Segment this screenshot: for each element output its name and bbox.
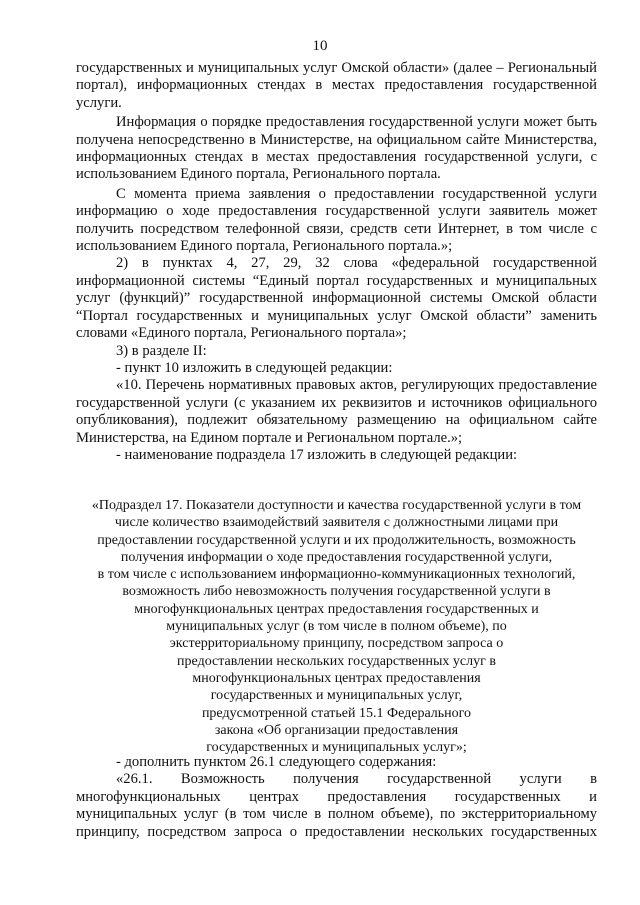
document-body [76,60,597,464]
subsection-line: закона «Об организации предоставления [214,722,459,738]
page-number: 10 [312,38,328,54]
paragraph-point-26-1-intro: - дополнить пунктом 26.1 следующего содержания: [116,754,437,770]
subsection-line: «Подраздел 17. Показатели доступности и качества государственной услуги в том [91,498,582,513]
subsection-line: числе количество взаимодействий заявителя с должностными лицами при [114,515,559,531]
paragraph-subsection-17-intro: - наименование подраздела 17 изложить в следующей редакции: [116,446,518,463]
document-tail [76,754,597,841]
paragraph-point-26-1: «26.1. Возможность получения государственной услуги в многофункциональных центрах предоставления государственных и муниципальных услуг (в том числе в полном объеме), по экстерриториальному принципу, посредством запроса о предоставлении нескольких государственных [76,771,597,840]
subsection-line: предоставлении государственной услуги и их продолжительность, возможность [97,532,576,548]
paragraph-application-status: С момента приема заявления о предоставлении государственной услуги информацию о ходе предоставления государственной услуги заявитель может получить посредством телефонной связи, средств сети Интернет, в том числе с использованием Единого портала, Регионального портала.»; [76,185,597,255]
paragraph-item-2: 2) в пунктах 4, 27, 29, 32 слова «федеральной государственной информационной системы “Единый портал государственных и муниципальных услуг (функций)” государственной информационной системы Омской области “Портал государственных и муниципальных услуг Омской области” заменить словами «Единого портала, Регионального портала»; [76,255,597,342]
subsection-line: муниципальных услуг (в том числе в полном объеме), по [166,619,507,635]
paragraph-info-order: Информация о порядке предоставления государственной услуги может быть получена непосредственно в Министерстве, на официальном сайте Министерства, информационных стендах в местах предоставления государственной услуги, с использованием Единого портала, Регионального портала. [76,114,597,183]
subsection-line: предоставлении нескольких государственных услуг в [177,653,496,669]
subsection-line: государственных и муниципальных услуг, [210,688,463,704]
subsection-line: предусмотренной статьей 15.1 Федерального [201,705,472,721]
subsection-line: государственных и муниципальных услуг»; [206,740,467,756]
paragraph-regional-portal: государственных и муниципальных услуг Омской области» (далее – Региональный портал), информационных стендах в местах предоставления государственной услуги. [76,60,597,111]
paragraph-item-3: 3) в разделе II: [116,342,207,359]
paragraph-point-10-intro: - пункт 10 изложить в следующей редакции: [116,359,393,376]
paragraph-point-10: «10. Перечень нормативных правовых актов, регулирующих предоставление государственной услуги (с указанием их реквизитов и источников официального опубликования), подлежит обязательному размещению на официальном сайте Министерства, на Едином портале и Региональном портале.»; [76,377,597,446]
subsection-line: получения информации о ходе предоставления государственной услуги, [120,549,553,565]
subsection-line: многофункциональных центрах предоставления [192,670,481,686]
subsection-line: многофункциональных центрах предоставления государственных и [134,601,539,617]
subsection-line: в том числе с использованием информационно-коммуникационных технологий, [97,567,576,583]
subsection-17-title [76,497,597,756]
subsection-line: экстерриториальному принципу, посредством запроса о [169,636,504,652]
subsection-line: возможность либо невозможность получения государственной услуги в [122,584,551,600]
